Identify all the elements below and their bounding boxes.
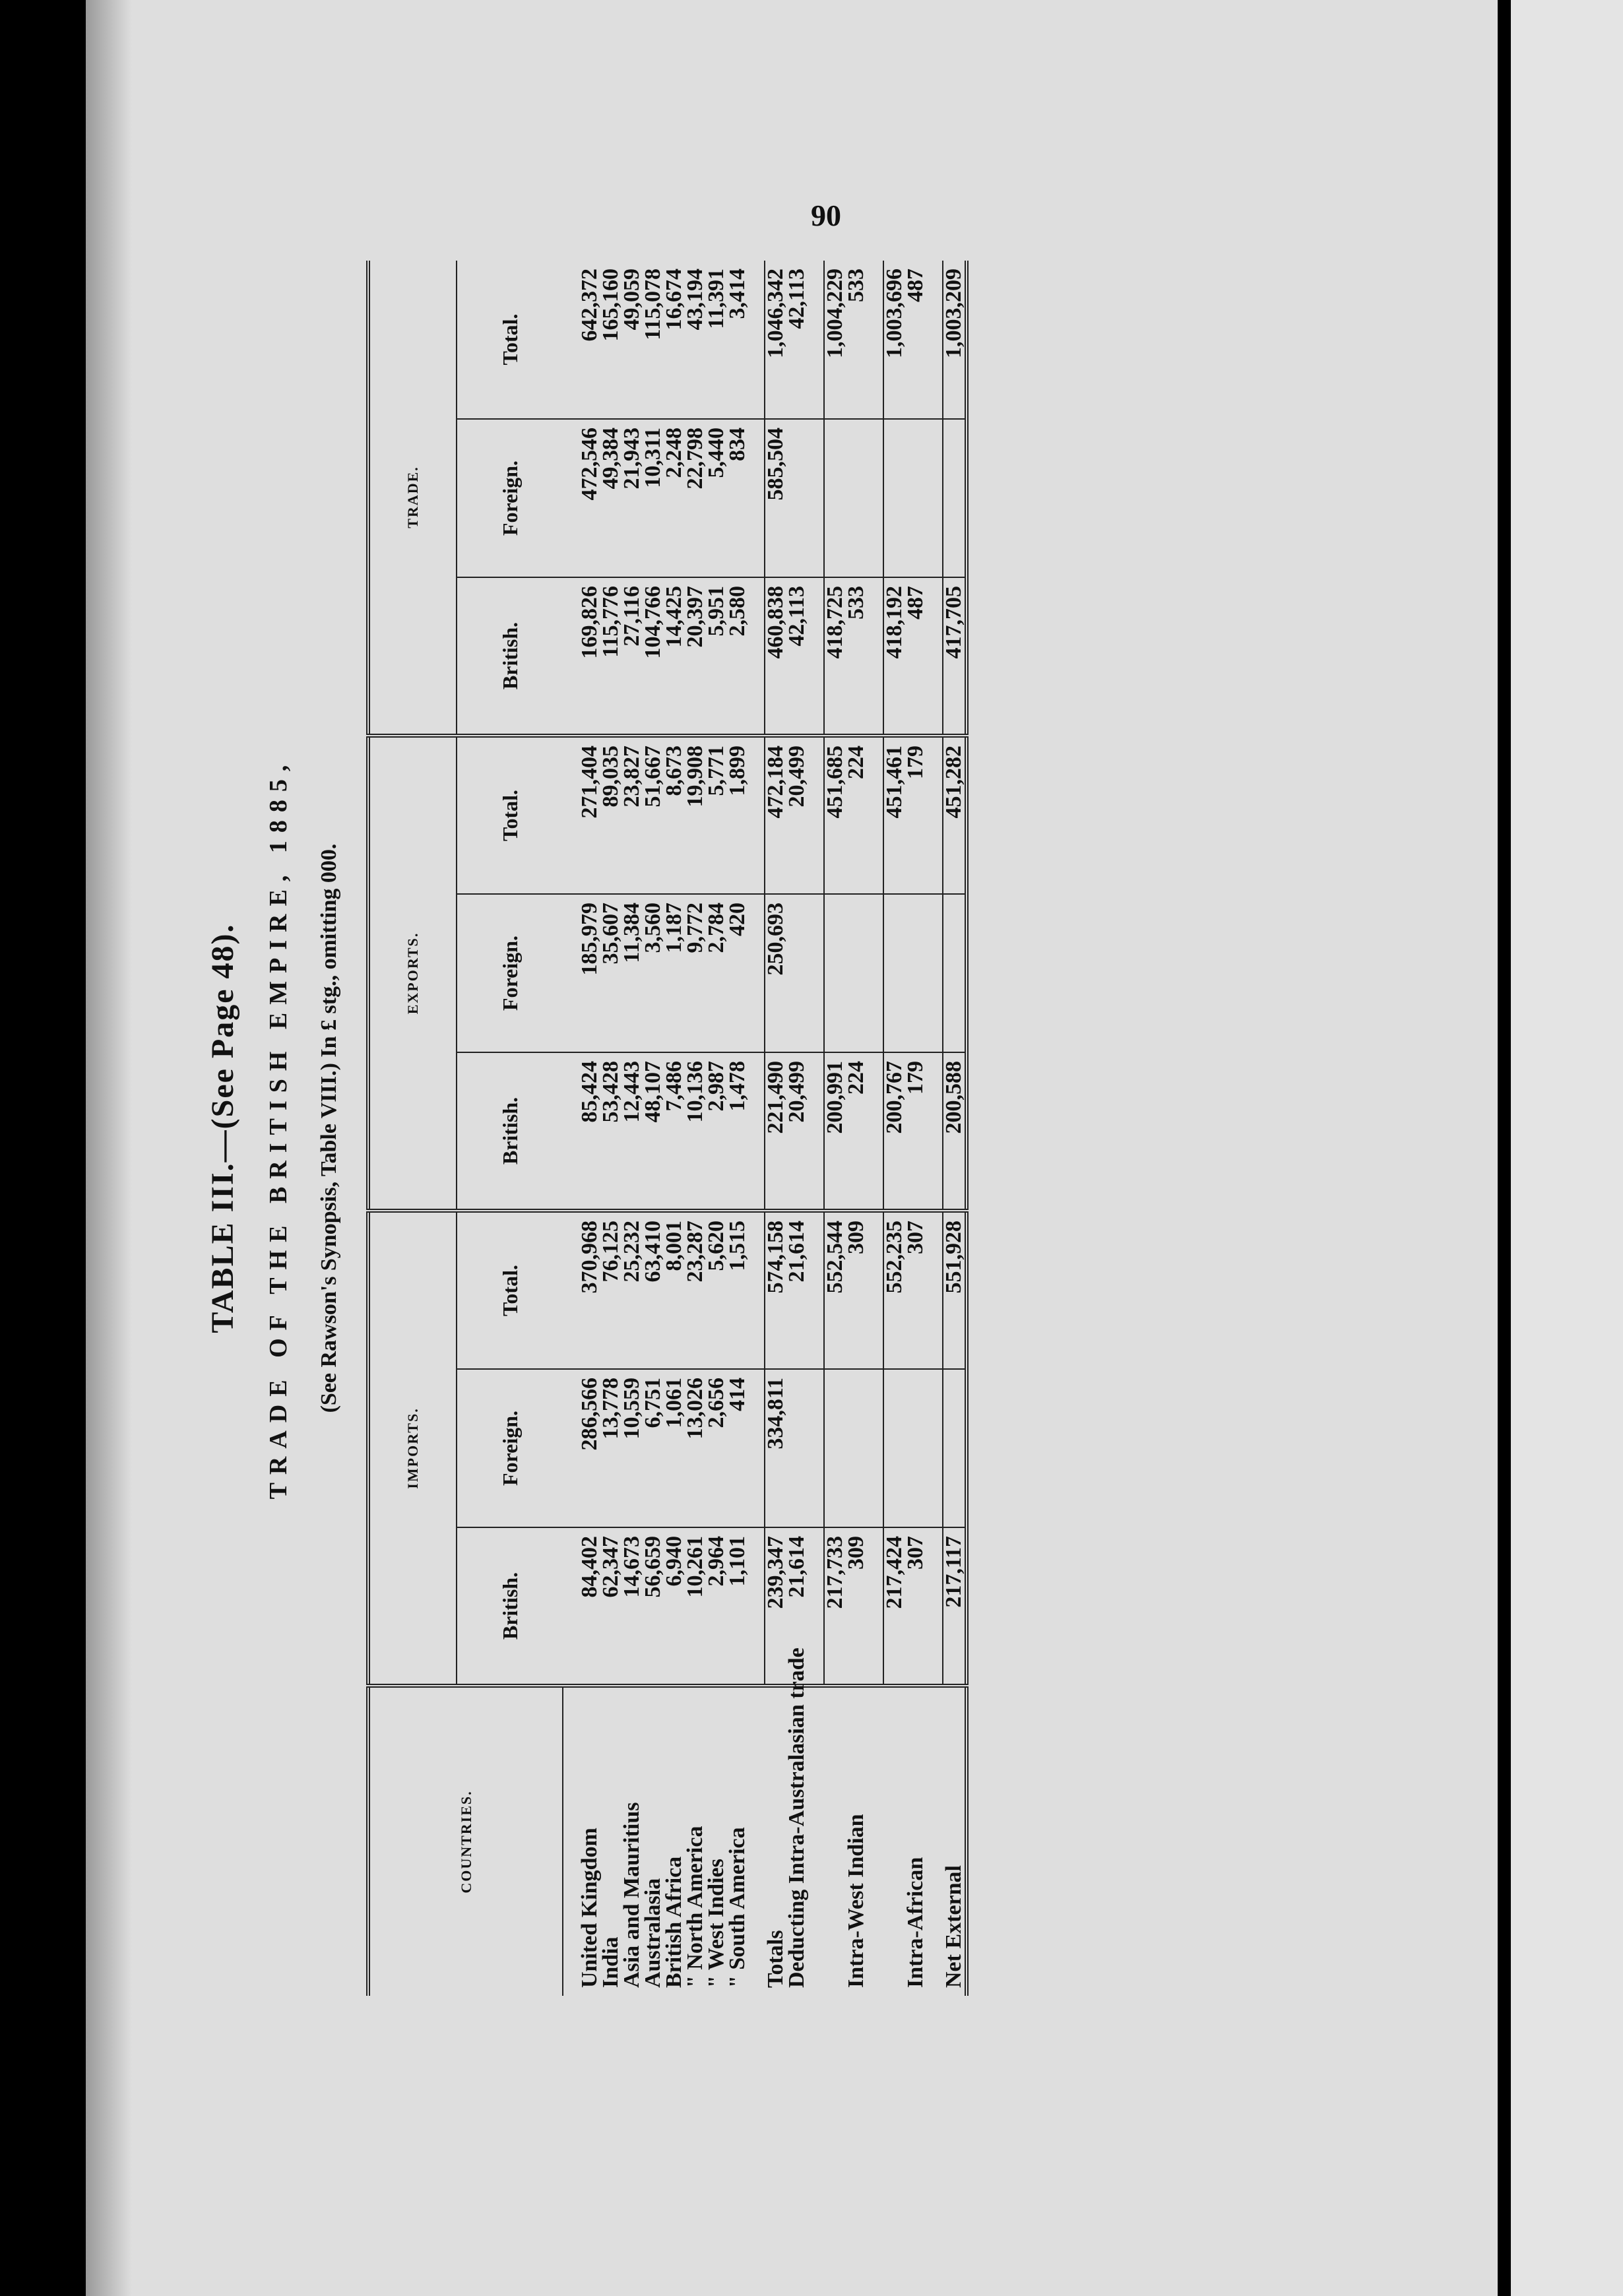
country-name: United Kingdom	[577, 1828, 602, 1988]
country-name: India	[598, 1936, 623, 1988]
cell-exp-f: 11,384	[621, 894, 643, 1052]
table-row	[685, 261, 706, 1996]
country-name: " West Indies	[704, 1859, 728, 1988]
cell-imp-b: 217,424	[883, 1527, 905, 1686]
facing-page-edge	[1511, 0, 1623, 2296]
cell-exp-b: 20,499	[786, 1052, 808, 1211]
cell-exp-b: 85,424	[579, 1052, 600, 1211]
country-name: Intra-West Indian	[844, 1814, 868, 1988]
table-row	[727, 261, 748, 1996]
cell-tr-b: 104,766	[643, 577, 664, 736]
cell-imp-f: 414	[727, 1369, 748, 1527]
page-number: 90	[811, 199, 841, 232]
cell-tr-f: 22,798	[685, 419, 706, 577]
cell-tr-t: 3,414	[727, 261, 748, 419]
country-name: Totals	[763, 1930, 788, 1988]
cell-exp-t: 224	[846, 736, 867, 894]
cell-tr-b: 14,425	[664, 577, 685, 736]
table-row	[579, 261, 600, 1996]
cell-imp-b: 309	[846, 1527, 867, 1686]
cell-imp-f	[883, 1369, 905, 1527]
cell-imp-t: 5,620	[706, 1211, 727, 1369]
trade-table	[366, 261, 969, 1996]
cell-exp-t: 19,908	[685, 736, 706, 894]
table-subtitle: TRADE OF THE BRITISH EMPIRE, 1885,	[265, 757, 292, 1500]
trade-british-header: British.	[457, 577, 563, 736]
cell-imp-b: 239,347	[765, 1527, 786, 1686]
cell-exp-t: 20,499	[786, 736, 808, 894]
cell-imp-f: 334,811	[765, 1369, 786, 1527]
cell-imp-t: 23,287	[685, 1211, 706, 1369]
cell-tr-f: 585,504	[765, 419, 786, 577]
cell-tr-b: 418,725	[824, 577, 846, 736]
trade-foreign-header: Foreign.	[457, 419, 563, 577]
cell-exp-b: 10,136	[685, 1052, 706, 1211]
countries-header: COUNTRIES.	[368, 1686, 563, 1996]
cell-imp-t: 8,001	[664, 1211, 685, 1369]
cell-exp-f: 2,784	[706, 894, 727, 1052]
cell-tr-b: 42,113	[786, 577, 808, 736]
intra-african-row	[883, 261, 905, 1996]
table-row	[664, 261, 685, 1996]
cell-imp-b: 307	[905, 1527, 926, 1686]
imports-british-header: British.	[457, 1527, 563, 1686]
cell-exp-b: 179	[905, 1052, 926, 1211]
exports-british-header: British.	[457, 1052, 563, 1211]
cell-imp-t: 551,928	[943, 1211, 967, 1369]
cell-imp-b: 1,101	[727, 1527, 748, 1686]
cell-tr-t: 115,078	[643, 261, 664, 419]
cell-tr-t: 1,003,696	[883, 261, 905, 419]
cell-tr-f	[846, 419, 867, 577]
cell-imp-t: 370,968	[579, 1211, 600, 1369]
country-name	[824, 1686, 846, 1996]
cell-tr-t: 165,160	[600, 261, 621, 419]
cell-exp-f: 1,187	[664, 894, 685, 1052]
totals-row	[786, 261, 808, 1996]
cell-tr-f: 2,248	[664, 419, 685, 577]
cell-exp-t: 179	[905, 736, 926, 894]
cell-imp-b: 62,347	[600, 1527, 621, 1686]
cell-tr-f	[943, 419, 967, 577]
cell-imp-t: 76,125	[600, 1211, 621, 1369]
cell-exp-b: 200,991	[824, 1052, 846, 1211]
table-row	[600, 261, 621, 1996]
page-edge-shadow	[86, 0, 132, 2296]
cell-tr-t: 1,004,229	[824, 261, 846, 419]
cell-tr-f: 5,440	[706, 419, 727, 577]
net-external-row	[943, 261, 967, 1996]
cell-imp-f: 10,559	[621, 1369, 643, 1527]
country-name: Intra-African	[903, 1857, 928, 1988]
cell-imp-f: 2,656	[706, 1369, 727, 1527]
cell-tr-t: 487	[905, 261, 926, 419]
cell-exp-b: 12,443	[621, 1052, 643, 1211]
country-name: British Africa	[662, 1856, 686, 1988]
cell-exp-b: 2,987	[706, 1052, 727, 1211]
cell-imp-b: 14,673	[621, 1527, 643, 1686]
cell-tr-t: 1,046,342	[765, 261, 786, 419]
cell-imp-t: 552,544	[824, 1211, 846, 1369]
cell-exp-f: 185,979	[579, 894, 600, 1052]
cell-exp-b: 200,767	[883, 1052, 905, 1211]
cell-tr-f	[905, 419, 926, 577]
cell-imp-b: 10,261	[685, 1527, 706, 1686]
cell-exp-t: 89,035	[600, 736, 621, 894]
cell-imp-b: 21,614	[786, 1527, 808, 1686]
cell-exp-t: 271,404	[579, 736, 600, 894]
cell-tr-f	[883, 419, 905, 577]
cell-exp-b: 53,428	[600, 1052, 621, 1211]
cell-imp-t: 552,235	[883, 1211, 905, 1369]
cell-exp-f	[824, 894, 846, 1052]
country-name: Australasia	[641, 1878, 665, 1988]
cell-exp-f	[905, 894, 926, 1052]
cell-tr-b: 533	[846, 577, 867, 736]
cell-exp-f	[846, 894, 867, 1052]
cell-tr-t: 642,372	[579, 261, 600, 419]
cell-exp-b: 200,588	[943, 1052, 967, 1211]
rotated-table-block	[198, 261, 1254, 1996]
cell-imp-b: 217,117	[943, 1527, 967, 1686]
cell-exp-t: 23,827	[621, 736, 643, 894]
intra-west-indian-row	[846, 261, 867, 1996]
cell-imp-f: 1,061	[664, 1369, 685, 1527]
cell-tr-f: 10,311	[643, 419, 664, 577]
cell-imp-f: 13,778	[600, 1369, 621, 1527]
cell-exp-f	[786, 894, 808, 1052]
trade-table-body	[563, 261, 967, 1996]
cell-imp-f: 6,751	[643, 1369, 664, 1527]
cell-tr-b: 5,951	[706, 577, 727, 736]
cell-imp-f	[943, 1369, 967, 1527]
cell-imp-b: 56,659	[643, 1527, 664, 1686]
cell-imp-t: 25,232	[621, 1211, 643, 1369]
country-name: " North America	[683, 1826, 707, 1988]
cell-tr-b: 27,116	[621, 577, 643, 736]
cell-tr-t: 16,674	[664, 261, 685, 419]
exports-foreign-header: Foreign.	[457, 894, 563, 1052]
cell-exp-f: 3,560	[643, 894, 664, 1052]
cell-exp-b: 7,486	[664, 1052, 685, 1211]
cell-exp-f: 9,772	[685, 894, 706, 1052]
intra-african-row	[905, 261, 926, 1996]
cell-tr-t: 43,194	[685, 261, 706, 419]
cell-exp-t: 5,771	[706, 736, 727, 894]
trade-header: TRADE.	[368, 261, 457, 736]
cell-tr-b: 169,826	[579, 577, 600, 736]
cell-imp-f	[824, 1369, 846, 1527]
table-row	[706, 261, 727, 1996]
cell-exp-b: 1,478	[727, 1052, 748, 1211]
trade-total-header: Total.	[457, 261, 563, 419]
cell-tr-f: 834	[727, 419, 748, 577]
cell-tr-b: 115,776	[600, 577, 621, 736]
cell-imp-f	[846, 1369, 867, 1527]
cell-imp-f	[905, 1369, 926, 1527]
cell-tr-b: 20,397	[685, 577, 706, 736]
cell-tr-t: 49,059	[621, 261, 643, 419]
table-row	[621, 261, 643, 1996]
cell-exp-t: 8,673	[664, 736, 685, 894]
cell-tr-b: 460,838	[765, 577, 786, 736]
cell-exp-f	[883, 894, 905, 1052]
cell-tr-f: 21,943	[621, 419, 643, 577]
cell-tr-t: 11,391	[706, 261, 727, 419]
cell-exp-f	[943, 894, 967, 1052]
cell-tr-f	[824, 419, 846, 577]
cell-exp-f: 35,607	[600, 894, 621, 1052]
imports-header: IMPORTS.	[368, 1211, 457, 1686]
cell-exp-b: 221,490	[765, 1052, 786, 1211]
cell-imp-t: 307	[905, 1211, 926, 1369]
cell-tr-f	[786, 419, 808, 577]
cell-exp-b: 48,107	[643, 1052, 664, 1211]
cell-tr-t: 42,113	[786, 261, 808, 419]
intra-west-indian-row	[824, 261, 846, 1996]
cell-imp-t: 574,158	[765, 1211, 786, 1369]
cell-exp-f: 420	[727, 894, 748, 1052]
imports-foreign-header: Foreign.	[457, 1369, 563, 1527]
table-note: (See Rawson's Synopsis, Table VIII.) In £ stg., omitting 000.	[317, 843, 341, 1413]
table-row	[643, 261, 664, 1996]
cell-imp-b: 2,964	[706, 1527, 727, 1686]
cell-imp-f	[786, 1369, 808, 1527]
exports-total-header: Total.	[457, 736, 563, 894]
cell-imp-b: 6,940	[664, 1527, 685, 1686]
cell-tr-t: 533	[846, 261, 867, 419]
exports-header: EXPORTS.	[368, 736, 457, 1211]
cell-imp-t: 1,515	[727, 1211, 748, 1369]
imports-total-header: Total.	[457, 1211, 563, 1369]
trade-table-wrapper	[366, 261, 969, 1996]
cell-tr-b: 487	[905, 577, 926, 736]
country-name: Asia and Mauritius	[620, 1802, 644, 1988]
cell-imp-f: 13,026	[685, 1369, 706, 1527]
country-name: Net External	[941, 1865, 966, 1988]
cell-imp-t: 63,410	[643, 1211, 664, 1369]
cell-exp-t: 451,282	[943, 736, 967, 894]
cell-imp-f: 286,566	[579, 1369, 600, 1527]
country-name	[883, 1686, 905, 1996]
country-name: Deducting Intra-Australasian trade	[784, 1647, 809, 1988]
cell-imp-b: 84,402	[579, 1527, 600, 1686]
cell-exp-t: 451,461	[883, 736, 905, 894]
cell-tr-b: 418,192	[883, 577, 905, 736]
cell-imp-b: 217,733	[824, 1527, 846, 1686]
cell-tr-b: 417,705	[943, 577, 967, 736]
cell-imp-t: 309	[846, 1211, 867, 1369]
cell-tr-f: 472,546	[579, 419, 600, 577]
cell-exp-t: 51,667	[643, 736, 664, 894]
cell-tr-f: 49,384	[600, 419, 621, 577]
cell-exp-t: 472,184	[765, 736, 786, 894]
table-title: TABLE III.—(See Page 48).	[205, 923, 240, 1333]
country-name: " South America	[725, 1827, 749, 1988]
totals-row	[765, 261, 786, 1996]
cell-exp-b: 224	[846, 1052, 867, 1211]
cell-tr-b: 2,580	[727, 577, 748, 736]
cell-tr-t: 1,003,209	[943, 261, 967, 419]
cell-exp-t: 1,899	[727, 736, 748, 894]
cell-exp-f: 250,693	[765, 894, 786, 1052]
cell-exp-t: 451,685	[824, 736, 846, 894]
cell-imp-t: 21,614	[786, 1211, 808, 1369]
